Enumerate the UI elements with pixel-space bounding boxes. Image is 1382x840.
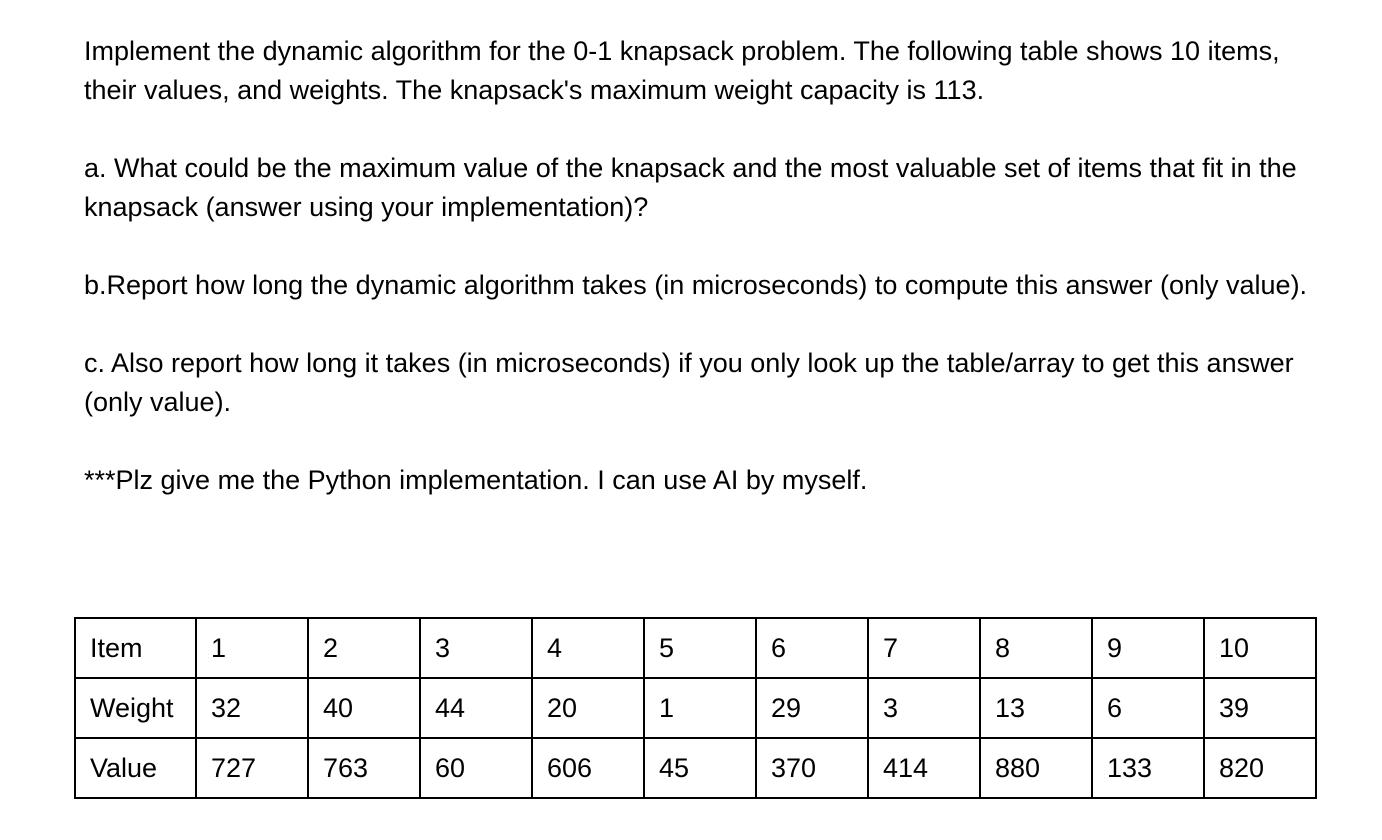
table-cell: 370 bbox=[756, 738, 868, 798]
table-cell: 3 bbox=[420, 618, 532, 678]
table-row-item bbox=[75, 618, 1316, 678]
intro-paragraph: Implement the dynamic algorithm for the 0-1 knapsack problem. The following table shows 10 items, their values, and weights. The knapsack's maximum weight capacity is 113. bbox=[84, 36, 1280, 105]
table-cell: 5 bbox=[644, 618, 756, 678]
table-cell: 10 bbox=[1204, 618, 1316, 678]
table-cell: 60 bbox=[420, 738, 532, 798]
table-cell: 29 bbox=[756, 678, 868, 738]
row-header: Value bbox=[75, 738, 196, 798]
table-cell: 1 bbox=[644, 678, 756, 738]
table-cell: 133 bbox=[1092, 738, 1204, 798]
table-cell: 13 bbox=[980, 678, 1092, 738]
table-cell: 1 bbox=[196, 618, 308, 678]
table-row-value bbox=[75, 738, 1316, 798]
table-cell: 6 bbox=[756, 618, 868, 678]
table-cell: 44 bbox=[420, 678, 532, 738]
table-cell: 45 bbox=[644, 738, 756, 798]
problem-statement bbox=[84, 32, 1334, 500]
table-cell: 3 bbox=[868, 678, 980, 738]
table-cell: 32 bbox=[196, 678, 308, 738]
question-a: a. What could be the maximum value of the knapsack and the most valuable set of items that fit in the knapsack (answer using your implementation)? bbox=[84, 153, 1297, 222]
row-header: Item bbox=[75, 618, 196, 678]
items-table bbox=[74, 617, 1317, 799]
table-cell: 727 bbox=[196, 738, 308, 798]
table-cell: 40 bbox=[308, 678, 420, 738]
table-cell: 7 bbox=[868, 618, 980, 678]
table-cell: 39 bbox=[1204, 678, 1316, 738]
question-c: c. Also report how long it takes (in microseconds) if you only look up the table/array to get this answer (only value). bbox=[84, 348, 1294, 417]
table-cell: 4 bbox=[532, 618, 644, 678]
table-row-weight bbox=[75, 678, 1316, 738]
table-cell: 414 bbox=[868, 738, 980, 798]
note-paragraph: ***Plz give me the Python implementation. I can use AI by myself. bbox=[84, 465, 868, 495]
table-cell: 820 bbox=[1204, 738, 1316, 798]
table-cell: 8 bbox=[980, 618, 1092, 678]
table-cell: 6 bbox=[1092, 678, 1204, 738]
table-cell: 763 bbox=[308, 738, 420, 798]
question-b: b.Report how long the dynamic algorithm takes (in microseconds) to compute this answer (only value). bbox=[84, 270, 1308, 300]
table-cell: 20 bbox=[532, 678, 644, 738]
row-header: Weight bbox=[75, 678, 196, 738]
table-cell: 2 bbox=[308, 618, 420, 678]
table-cell: 9 bbox=[1092, 618, 1204, 678]
table-cell: 606 bbox=[532, 738, 644, 798]
table-cell: 880 bbox=[980, 738, 1092, 798]
